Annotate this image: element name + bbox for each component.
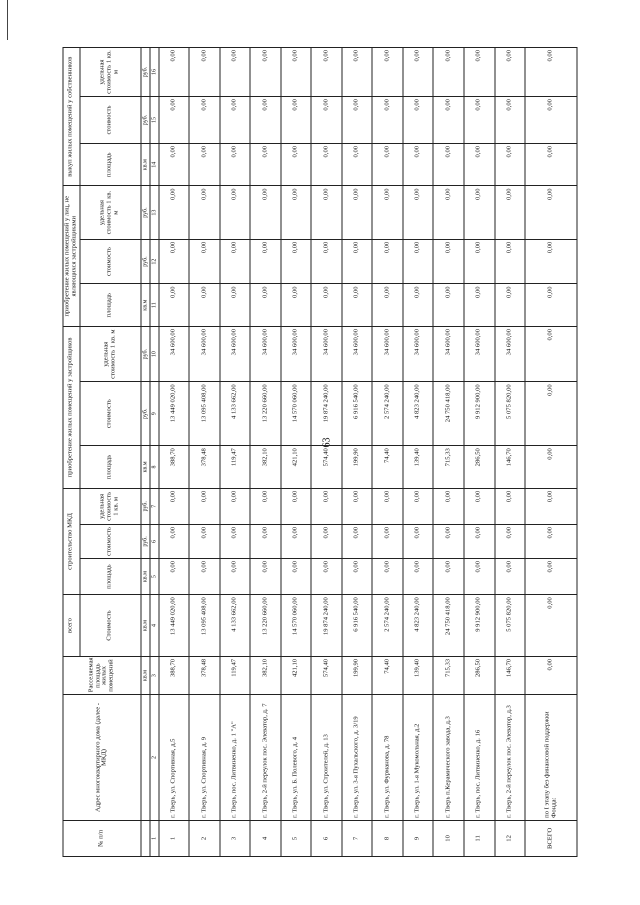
unit-cell: кв.м: [141, 595, 150, 657]
row-number: 6: [311, 820, 342, 856]
table-row: [342, 48, 373, 857]
value-cell-d-area: 286,50: [464, 446, 495, 489]
value-cell-area: 382,10: [250, 656, 281, 694]
value-cell-d-cost: 19 874 240,00: [311, 382, 342, 446]
address-cell: г. Тверь, ул. Строителей, д. 13: [311, 695, 342, 821]
unit-cell: руб.: [141, 239, 150, 284]
row-number: 5: [281, 820, 312, 856]
header-cost: стоимость: [80, 524, 141, 558]
value-cell-d-unit: 34 600,00: [495, 326, 526, 381]
value-cell-n-area: 0,00: [311, 284, 342, 327]
value-cell-n-unit: 0,00: [372, 186, 403, 239]
value-cell-c-area: 0,00: [159, 558, 190, 594]
address-cell: г. Тверь п.Керамического завода, д.3: [433, 695, 464, 821]
value-cell-d-unit: 34 600,00: [189, 326, 220, 381]
value-cell-b-area: 0,00: [525, 143, 577, 186]
value-cell-b-area: 0,00: [372, 143, 403, 186]
value-cell-n-unit: 0,00: [342, 186, 373, 239]
value-cell-n-unit: 0,00: [250, 186, 281, 239]
value-cell-d-unit: 0,00: [525, 326, 577, 381]
value-cell-c-area: 0,00: [372, 558, 403, 594]
units-row: [141, 48, 150, 857]
value-cell-b-cost: 0,00: [495, 97, 526, 144]
value-cell-d-unit: 34 600,00: [281, 326, 312, 381]
value-cell-d-cost: 14 570 060,00: [281, 382, 312, 446]
value-cell-n-area: 0,00: [250, 284, 281, 327]
table-row: [433, 48, 464, 857]
header-area: площадь: [80, 446, 141, 489]
value-cell-area: 378,48: [189, 656, 220, 694]
address-cell: г. Тверь, ул. Фурманова, д. 78: [372, 695, 403, 821]
value-cell-area: 388,70: [159, 656, 190, 694]
value-cell-d-cost: 0,00: [525, 382, 577, 446]
value-cell-n-cost: 0,00: [525, 239, 577, 284]
value-cell-d-unit: 34 600,00: [433, 326, 464, 381]
value-cell-n-cost: 0,00: [372, 239, 403, 284]
table-body: [159, 48, 577, 857]
value-cell-d-unit: 34 600,00: [250, 326, 281, 381]
value-cell-area: 286,50: [464, 656, 495, 694]
value-cell-d-area: 0,00: [525, 446, 577, 489]
column-index: 12: [150, 239, 159, 284]
address-cell: г. Тверь, пос. Литвиненко, д. 16: [464, 695, 495, 821]
value-cell-b-cost: 0,00: [525, 97, 577, 144]
value-cell-total: 0,00: [525, 595, 577, 657]
value-cell-c-unit: 0,00: [464, 488, 495, 524]
value-cell-total: 14 570 060,00: [281, 595, 312, 657]
column-index: 2: [150, 695, 159, 821]
value-cell-d-area: 421,10: [281, 446, 312, 489]
unit-cell: кв.м: [141, 446, 150, 489]
value-cell-n-cost: 0,00: [189, 239, 220, 284]
header-area: площадь: [80, 284, 141, 327]
value-cell-d-cost: 13 095 408,00: [189, 382, 220, 446]
value-cell-n-cost: 0,00: [281, 239, 312, 284]
address-cell: г. Тверь, ул. 1-я Мукомольная, д.2: [403, 695, 434, 821]
address-cell: г. Тверь, 2-й переулок пос. Элеватор, д. 7: [250, 695, 281, 821]
value-cell-c-unit: 0,00: [495, 488, 526, 524]
value-cell-d-cost: 6 916 540,00: [342, 382, 373, 446]
value-cell-b-unit: 0,00: [433, 48, 464, 97]
value-cell-c-cost: 0,00: [342, 524, 373, 558]
value-cell-n-unit: 0,00: [311, 186, 342, 239]
value-cell-n-unit: 0,00: [220, 186, 251, 239]
value-cell-c-unit: 0,00: [189, 488, 220, 524]
unit-cell: руб.: [141, 186, 150, 239]
column-index: 10: [150, 326, 159, 381]
value-cell-total: 9 912 900,00: [464, 595, 495, 657]
value-cell-d-cost: 24 750 418,00: [433, 382, 464, 446]
value-cell-total: 5 075 820,00: [495, 595, 526, 657]
value-cell-area: 421,10: [281, 656, 312, 694]
value-cell-total: 6 916 540,00: [342, 595, 373, 657]
value-cell-n-cost: 0,00: [342, 239, 373, 284]
value-cell-b-area: 0,00: [250, 143, 281, 186]
header-cost: стоимость: [80, 97, 141, 144]
unit-cell: кв.м: [141, 558, 150, 594]
value-cell-b-area: 0,00: [433, 143, 464, 186]
header-unit-cost: удельная стоимость 1 кв. м: [80, 488, 141, 524]
value-cell-b-unit: 0,00: [250, 48, 281, 97]
unit-cell: кв.м: [141, 143, 150, 186]
header-unit-cost: удельная стоимость 1 кв. м: [80, 186, 141, 239]
value-cell-c-area: 0,00: [342, 558, 373, 594]
value-cell-b-unit: 0,00: [189, 48, 220, 97]
value-cell-total: 13 220 660,00: [250, 595, 281, 657]
value-cell-b-area: 0,00: [342, 143, 373, 186]
value-cell-c-area: 0,00: [281, 558, 312, 594]
value-cell-total: 4 823 240,00: [403, 595, 434, 657]
column-index: 13: [150, 186, 159, 239]
value-cell-d-unit: 34 600,00: [464, 326, 495, 381]
row-number: 8: [372, 820, 403, 856]
value-cell-c-cost: 0,00: [220, 524, 251, 558]
value-cell-n-cost: 0,00: [159, 239, 190, 284]
value-cell-n-unit: 0,00: [464, 186, 495, 239]
column-index-row: [150, 48, 159, 857]
value-cell-d-area: 388,70: [159, 446, 190, 489]
value-cell-c-area: 0,00: [495, 558, 526, 594]
address-cell: по I этапу без финансовой поддержки Фонда:: [525, 695, 577, 821]
address-cell: г. Тверь, ул. Спортивная, д.5: [159, 695, 190, 821]
value-cell-total: 2 574 240,00: [372, 595, 403, 657]
header-resettled-area: Расселяемая площадь жилых помещений: [63, 656, 141, 694]
table-row: [464, 48, 495, 857]
value-cell-b-area: 0,00: [495, 143, 526, 186]
column-index: 16: [150, 48, 159, 97]
value-cell-c-unit: 0,00: [342, 488, 373, 524]
unit-cell: руб.: [141, 382, 150, 446]
value-cell-b-area: 0,00: [311, 143, 342, 186]
row-number: 9: [403, 820, 434, 856]
value-cell-n-unit: 0,00: [281, 186, 312, 239]
row-number: 11: [464, 820, 495, 856]
value-cell-c-unit: 0,00: [159, 488, 190, 524]
value-cell-area: 715,33: [433, 656, 464, 694]
value-cell-d-unit: 34 600,00: [372, 326, 403, 381]
value-cell-c-area: 0,00: [403, 558, 434, 594]
header-cost: стоимость: [80, 239, 141, 284]
value-cell-total: 13 449 020,00: [159, 595, 190, 657]
value-cell-d-area: 74,40: [372, 446, 403, 489]
value-cell-c-area: 0,00: [433, 558, 464, 594]
value-cell-d-cost: 13 220 660,00: [250, 382, 281, 446]
table-row: [495, 48, 526, 857]
value-cell-b-unit: 0,00: [220, 48, 251, 97]
value-cell-area: 74,40: [372, 656, 403, 694]
value-cell-n-area: 0,00: [403, 284, 434, 327]
unit-cell: кв.м: [141, 284, 150, 327]
value-cell-d-cost: 13 449 020,00: [159, 382, 190, 446]
value-cell-total: 24 750 418,00: [433, 595, 464, 657]
header-area: площадь: [80, 143, 141, 186]
address-cell: г. Тверь, ул. 3-я Пухальского, д. 3/19: [342, 695, 373, 821]
column-index: 5: [150, 558, 159, 594]
value-cell-c-cost: 0,00: [525, 524, 577, 558]
value-cell-n-area: 0,00: [281, 284, 312, 327]
header-no: № п/п: [63, 820, 141, 856]
value-cell-c-area: 0,00: [311, 558, 342, 594]
row-number: 2: [189, 820, 220, 856]
unit-cell: [141, 695, 150, 821]
value-cell-d-unit: 34 600,00: [403, 326, 434, 381]
table-row: [189, 48, 220, 857]
value-cell-c-cost: 0,00: [464, 524, 495, 558]
address-cell: г. Тверь, ул. Спортивная, д. 9: [189, 695, 220, 821]
value-cell-b-cost: 0,00: [433, 97, 464, 144]
value-cell-b-area: 0,00: [220, 143, 251, 186]
value-cell-c-cost: 0,00: [403, 524, 434, 558]
value-cell-n-unit: 0,00: [159, 186, 190, 239]
unit-cell: кв.м: [141, 656, 150, 694]
value-cell-d-unit: 34 600,00: [220, 326, 251, 381]
value-cell-n-area: 0,00: [495, 284, 526, 327]
value-cell-c-unit: 0,00: [281, 488, 312, 524]
value-cell-c-unit: 0,00: [372, 488, 403, 524]
value-cell-b-unit: 0,00: [311, 48, 342, 97]
value-cell-d-area: 378,48: [189, 446, 220, 489]
value-cell-b-cost: 0,00: [281, 97, 312, 144]
value-cell-d-cost: 9 912 900,00: [464, 382, 495, 446]
value-cell-b-cost: 0,00: [342, 97, 373, 144]
value-cell-n-area: 0,00: [433, 284, 464, 327]
value-cell-d-cost: 2 574 240,00: [372, 382, 403, 446]
value-cell-b-unit: 0,00: [342, 48, 373, 97]
value-cell-c-cost: 0,00: [281, 524, 312, 558]
value-cell-area: 0,00: [525, 656, 577, 694]
row-number: 10: [433, 820, 464, 856]
value-cell-c-cost: 0,00: [189, 524, 220, 558]
header-unit-cost: удельная стоимость 1 кв. м: [80, 48, 141, 97]
value-cell-d-area: 146,70: [495, 446, 526, 489]
header-area: площадь: [80, 558, 141, 594]
value-cell-n-unit: 0,00: [403, 186, 434, 239]
value-cell-c-area: 0,00: [525, 558, 577, 594]
value-cell-c-unit: 0,00: [311, 488, 342, 524]
value-cell-d-area: 715,33: [433, 446, 464, 489]
value-cell-total: 4 133 662,00: [220, 595, 251, 657]
value-cell-n-unit: 0,00: [433, 186, 464, 239]
value-cell-n-area: 0,00: [159, 284, 190, 327]
value-cell-c-cost: 0,00: [311, 524, 342, 558]
header-unit-cost: удельная стоимость 1 кв. м: [80, 326, 141, 381]
value-cell-b-cost: 0,00: [189, 97, 220, 144]
row-number: 4: [250, 820, 281, 856]
resettlement-table: [63, 47, 578, 857]
column-index: 15: [150, 97, 159, 144]
header-group-construction: строительство МКД: [63, 488, 80, 594]
value-cell-d-area: 199,90: [342, 446, 373, 489]
value-cell-total: 19 874 240,00: [311, 595, 342, 657]
value-cell-b-cost: 0,00: [220, 97, 251, 144]
value-cell-c-area: 0,00: [464, 558, 495, 594]
value-cell-d-cost: 4 133 662,00: [220, 382, 251, 446]
value-cell-n-unit: 0,00: [525, 186, 577, 239]
value-cell-c-unit: 0,00: [433, 488, 464, 524]
value-cell-d-unit: 34 600,00: [159, 326, 190, 381]
column-index: 9: [150, 382, 159, 446]
address-cell: г. Тверь, ул. Б. Полевого, д. 4: [281, 695, 312, 821]
value-cell-d-unit: 34 600,00: [342, 326, 373, 381]
value-cell-n-cost: 0,00: [464, 239, 495, 284]
value-cell-d-area: 119,47: [220, 446, 251, 489]
value-cell-c-unit: 0,00: [403, 488, 434, 524]
value-cell-b-area: 0,00: [189, 143, 220, 186]
value-cell-n-area: 0,00: [220, 284, 251, 327]
header-address: Адрес многоквартирного дома (далее - МКД): [63, 695, 141, 821]
value-cell-d-area: 382,10: [250, 446, 281, 489]
value-cell-area: 139,40: [403, 656, 434, 694]
table-row: [220, 48, 251, 857]
value-cell-b-area: 0,00: [281, 143, 312, 186]
header-group-purchase-nondev: приобретение жилых помещений у лиц, не являющихся застройщиками: [63, 186, 80, 327]
header-total-cost: Стоимость: [80, 595, 141, 657]
value-cell-b-unit: 0,00: [403, 48, 434, 97]
table-row: [372, 48, 403, 857]
column-index: 11: [150, 284, 159, 327]
unit-cell: руб.: [141, 488, 150, 524]
unit-cell: руб.: [141, 97, 150, 144]
row-number: 1: [159, 820, 190, 856]
value-cell-area: 119,47: [220, 656, 251, 694]
value-cell-area: 574,40: [311, 656, 342, 694]
header-cost: стоимость: [80, 382, 141, 446]
column-index: 1: [150, 820, 159, 856]
value-cell-n-unit: 0,00: [495, 186, 526, 239]
table-row: [250, 48, 281, 857]
value-cell-d-cost: 4 823 240,00: [403, 382, 434, 446]
unit-cell: [141, 820, 150, 856]
value-cell-c-cost: 0,00: [372, 524, 403, 558]
value-cell-n-area: 0,00: [525, 284, 577, 327]
header-group-buyout: выкуп жилых помещений у собственников: [63, 48, 80, 186]
table-row: [311, 48, 342, 857]
value-cell-n-cost: 0,00: [403, 239, 434, 284]
value-cell-c-cost: 0,00: [495, 524, 526, 558]
value-cell-n-area: 0,00: [464, 284, 495, 327]
unit-cell: руб.: [141, 524, 150, 558]
unit-cell: руб.: [141, 48, 150, 97]
value-cell-b-cost: 0,00: [403, 97, 434, 144]
header-row-1: [63, 48, 80, 857]
value-cell-b-unit: 0,00: [159, 48, 190, 97]
header-group-total: всего: [63, 595, 80, 657]
address-cell: г. Тверь, пос. Литвиненко, д. 1 "А": [220, 695, 251, 821]
rotated-table-wrapper: [63, 47, 578, 857]
row-number: ВСЕГО: [525, 820, 577, 856]
value-cell-d-cost: 5 075 820,00: [495, 382, 526, 446]
value-cell-area: 199,90: [342, 656, 373, 694]
column-index: 8: [150, 446, 159, 489]
value-cell-n-cost: 0,00: [495, 239, 526, 284]
value-cell-n-area: 0,00: [372, 284, 403, 327]
column-index: 14: [150, 143, 159, 186]
value-cell-b-cost: 0,00: [311, 97, 342, 144]
header-group-purchase-dev: приобретение жилых помещений у застройщиков: [63, 326, 80, 488]
row-number: 3: [220, 820, 251, 856]
page-edge-line: [7, 0, 8, 40]
value-cell-c-area: 0,00: [189, 558, 220, 594]
table-row: [159, 48, 190, 857]
table-row: [281, 48, 312, 857]
row-number: 7: [342, 820, 373, 856]
unit-cell: руб.: [141, 326, 150, 381]
column-index: 3: [150, 656, 159, 694]
value-cell-n-cost: 0,00: [433, 239, 464, 284]
value-cell-d-unit: 34 600,00: [311, 326, 342, 381]
value-cell-b-unit: 0,00: [495, 48, 526, 97]
value-cell-c-area: 0,00: [250, 558, 281, 594]
value-cell-d-area: 574,40: [311, 446, 342, 489]
value-cell-n-cost: 0,00: [250, 239, 281, 284]
value-cell-d-area: 139,40: [403, 446, 434, 489]
value-cell-b-unit: 0,00: [281, 48, 312, 97]
value-cell-c-unit: 0,00: [250, 488, 281, 524]
total-row: [525, 48, 577, 857]
column-index: 4: [150, 595, 159, 657]
table-row: [403, 48, 434, 857]
value-cell-c-area: 0,00: [220, 558, 251, 594]
value-cell-n-cost: 0,00: [220, 239, 251, 284]
page-number: 63: [321, 437, 333, 448]
column-index: 6: [150, 524, 159, 558]
value-cell-b-area: 0,00: [403, 143, 434, 186]
value-cell-area: 146,70: [495, 656, 526, 694]
value-cell-b-area: 0,00: [464, 143, 495, 186]
address-cell: г. Тверь, 2-й переулок пос. Элеватор, д.3: [495, 695, 526, 821]
value-cell-b-unit: 0,00: [372, 48, 403, 97]
value-cell-b-cost: 0,00: [159, 97, 190, 144]
value-cell-c-cost: 0,00: [250, 524, 281, 558]
value-cell-c-unit: 0,00: [525, 488, 577, 524]
value-cell-b-cost: 0,00: [250, 97, 281, 144]
row-number: 12: [495, 820, 526, 856]
value-cell-b-unit: 0,00: [464, 48, 495, 97]
value-cell-n-cost: 0,00: [311, 239, 342, 284]
value-cell-c-unit: 0,00: [220, 488, 251, 524]
value-cell-c-cost: 0,00: [159, 524, 190, 558]
column-index: 7: [150, 488, 159, 524]
value-cell-c-cost: 0,00: [433, 524, 464, 558]
value-cell-b-cost: 0,00: [464, 97, 495, 144]
value-cell-n-area: 0,00: [189, 284, 220, 327]
value-cell-total: 13 095 408,00: [189, 595, 220, 657]
value-cell-b-unit: 0,00: [525, 48, 577, 97]
value-cell-n-area: 0,00: [342, 284, 373, 327]
value-cell-b-cost: 0,00: [372, 97, 403, 144]
value-cell-b-area: 0,00: [159, 143, 190, 186]
value-cell-n-unit: 0,00: [189, 186, 220, 239]
